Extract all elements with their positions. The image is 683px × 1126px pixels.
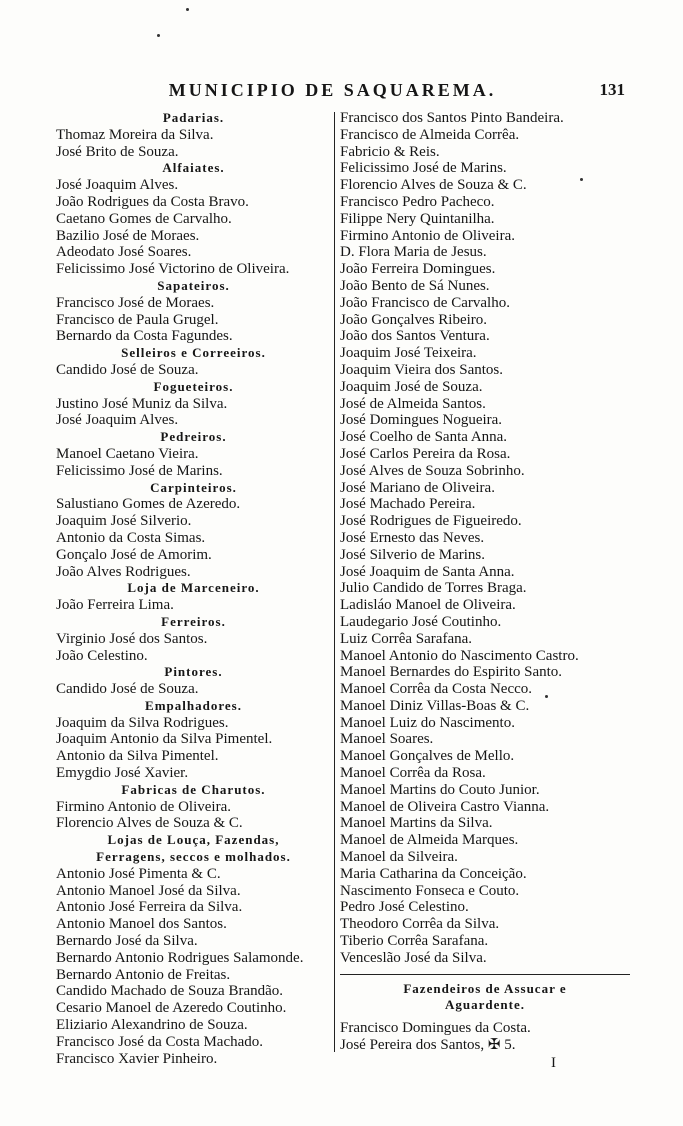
list-entry: Justino José Muniz da Silva. — [56, 395, 228, 412]
page-number: 131 — [599, 80, 625, 99]
list-entry: Antonio da Silva Pimentel. — [56, 748, 219, 765]
list-entry: Nascimento Fonseca e Couto. — [340, 882, 520, 899]
list-entry: João Ferreira Lima. — [56, 597, 174, 614]
list-entry: João Francisco de Carvalho. — [340, 294, 510, 311]
list-entry: Francisco José de Moraes. — [56, 294, 215, 311]
list-entry: Caetano Gomes de Carvalho. — [56, 210, 232, 227]
list-entry: Manoel Corrêa da Costa Necco. — [340, 681, 533, 698]
list-entry: Firmino Antonio de Oliveira. — [340, 227, 515, 244]
list-entry: Manoel Martins da Silva. — [340, 815, 493, 832]
list-entry: José Joaquim de Santa Anna. — [340, 563, 515, 580]
section-heading: Aguardente. — [445, 997, 525, 1013]
list-entry: Antonio José Ferreira da Silva. — [56, 899, 243, 916]
section-heading: Carpinteiros. — [150, 479, 237, 495]
section-heading: Pintores. — [164, 664, 223, 680]
section-heading: Lojas de Louça, Fazendas, — [107, 832, 280, 848]
list-entry: Manoel Luiz do Nascimento. — [340, 714, 515, 731]
print-speck — [186, 8, 189, 11]
list-entry: Fabricio & Reis. — [340, 143, 440, 160]
list-entry: Candido Machado de Souza Brandão. — [56, 983, 284, 1000]
list-entry: José Rodrigues de Figueiredo. — [340, 513, 522, 530]
list-entry: Antonio Manoel dos Santos. — [56, 916, 227, 933]
section-heading: Fazendeiros de Assucar e — [403, 980, 567, 996]
section-heading: Fabricas de Charutos. — [121, 781, 266, 797]
list-entry: Francisco Pedro Pacheco. — [340, 193, 495, 210]
list-entry: João Alves Rodrigues. — [56, 563, 191, 580]
list-entry: Felicissimo José de Marins. — [56, 462, 223, 479]
list-entry: José Machado Pereira. — [340, 496, 476, 513]
list-entry: Manoel Martins do Couto Junior. — [340, 781, 540, 798]
print-speck — [157, 34, 160, 37]
list-entry: Joaquim José de Souza. — [340, 378, 483, 395]
list-entry: José Silverio de Marins. — [340, 546, 485, 563]
list-entry: Theodoro Corrêa da Silva. — [340, 916, 500, 933]
list-entry: Manoel Antonio do Nascimento Castro. — [340, 647, 579, 664]
list-entry: José Carlos Pereira da Rosa. — [340, 445, 511, 462]
list-entry: Joaquim da Silva Rodrigues. — [56, 714, 229, 731]
section-heading: Padarias. — [162, 110, 225, 125]
list-entry: Manoel Caetano Vieira. — [56, 445, 199, 462]
section-heading: Alfaiates. — [162, 160, 225, 176]
list-entry: Maria Catharina da Conceição. — [340, 865, 527, 882]
list-entry: Antonio Manoel José da Silva. — [56, 882, 241, 899]
list-entry: Francisco de Almeida Corrêa. — [340, 126, 520, 143]
list-entry: João Gonçalves Ribeiro. — [340, 311, 488, 328]
section-heading: Loja de Marceneiro. — [127, 580, 260, 596]
list-entry: Manoel de Oliveira Castro Vianna. — [340, 798, 550, 815]
list-entry: Julio Candido de Torres Braga. — [340, 580, 527, 597]
list-entry: Manoel Soares. — [340, 731, 434, 748]
list-entry: Florencio Alves de Souza & C. — [340, 177, 527, 194]
list-entry: Manoel Diniz Villas-Boas & C. — [340, 697, 530, 714]
list-entry: Luiz Corrêa Sarafana. — [340, 630, 473, 647]
list-entry: Manoel da Silveira. — [340, 849, 458, 866]
section-heading: Fogueteiros. — [153, 378, 234, 394]
list-entry: Joaquim José Teixeira. — [340, 345, 477, 362]
section-heading: Empalhadores. — [145, 697, 242, 713]
list-entry: Adeodato José Soares. — [56, 244, 192, 261]
list-entry: Cesario Manoel de Azeredo Coutinho. — [56, 1000, 287, 1017]
print-speck — [545, 695, 548, 698]
list-entry: Antonio da Costa Simas. — [56, 529, 206, 546]
list-entry: Francisco de Paula Grugel. — [56, 311, 219, 328]
signature-mark: I — [551, 1055, 556, 1071]
list-entry: João Ferreira Domingues. — [340, 261, 496, 278]
list-entry: José Coelho de Santa Anna. — [340, 429, 508, 446]
list-entry: Joaquim José Silverio. — [56, 513, 192, 530]
list-entry: José de Almeida Santos. — [340, 395, 486, 412]
list-entry: Felicissimo José de Marins. — [340, 160, 507, 177]
list-entry: Manoel Bernardes do Espirito Santo. — [340, 664, 563, 681]
list-entry: Filippe Nery Quintanilha. — [340, 210, 495, 227]
list-entry: Joaquim Antonio da Silva Pimentel. — [56, 731, 273, 748]
list-entry: Bernardo Antonio de Freitas. — [56, 966, 231, 983]
list-entry: Francisco José da Costa Machado. — [56, 1033, 264, 1050]
list-entry: João Celestino. — [56, 647, 148, 664]
left-column — [56, 110, 331, 1067]
list-entry: Francisco Domingues da Costa. — [340, 1020, 531, 1037]
list-entry: José Domingues Nogueira. — [340, 412, 503, 429]
list-entry: João Rodrigues da Costa Bravo. — [56, 193, 249, 210]
list-entry: D. Flora Maria de Jesus. — [340, 244, 487, 261]
page-header — [40, 80, 625, 104]
list-entry: Bernardo José da Silva. — [56, 933, 198, 950]
list-entry: Virginio José dos Santos. — [56, 630, 208, 647]
list-entry: Tiberio Corrêa Sarafana. — [340, 933, 489, 950]
list-entry: Emygdio José Xavier. — [56, 765, 189, 782]
list-entry: Manoel Gonçalves de Mello. — [340, 748, 515, 765]
list-entry: João dos Santos Ventura. — [340, 328, 490, 345]
section-heading: Selleiros e Correeiros. — [121, 345, 266, 361]
list-entry: Salustiano Gomes de Azeredo. — [56, 496, 241, 513]
page-title: MUNICIPIO DE SAQUAREMA. — [168, 80, 497, 100]
list-entry: Francisco dos Santos Pinto Bandeira. — [340, 110, 564, 126]
list-entry: Venceslão José da Silva. — [340, 949, 487, 966]
list-entry: José Joaquim Alves. — [56, 412, 179, 429]
list-entry: José Brito de Souza. — [56, 143, 179, 160]
print-speck — [580, 178, 583, 181]
section-heading: Ferreiros. — [161, 613, 226, 629]
list-entry: Florencio Alves de Souza & C. — [56, 815, 243, 832]
list-entry: José Mariano de Oliveira. — [340, 479, 495, 496]
list-entry: Manoel Corrêa da Rosa. — [340, 765, 486, 782]
right-column — [340, 110, 630, 1054]
list-entry: Candido José de Souza. — [56, 681, 199, 698]
list-entry: Firmino Antonio de Oliveira. — [56, 798, 231, 815]
list-entry: Francisco Xavier Pinheiro. — [56, 1050, 218, 1067]
section-heading: Sapateiros. — [157, 277, 230, 293]
list-entry: Antonio José Pimenta & C. — [56, 865, 221, 882]
list-entry: José Pereira dos Santos, ✠ 5. — [340, 1037, 516, 1054]
list-entry: José Ernesto das Neves. — [340, 529, 485, 546]
list-entry: Thomaz Moreira da Silva. — [56, 126, 214, 143]
column-divider — [334, 112, 335, 1052]
list-entry: Joaquim Vieira dos Santos. — [340, 361, 503, 378]
section-rule — [340, 974, 630, 975]
list-entry: João Bento de Sá Nunes. — [340, 277, 490, 294]
list-entry: Eliziario Alexandrino de Souza. — [56, 1017, 248, 1034]
list-entry: José Alves de Souza Sobrinho. — [340, 462, 525, 479]
list-entry: Bernardo Antonio Rodrigues Salamonde. — [56, 949, 304, 966]
list-entry: Manoel de Almeida Marques. — [340, 832, 519, 849]
section-heading: Pedreiros. — [160, 429, 227, 445]
list-entry: José Joaquim Alves. — [56, 177, 179, 194]
list-entry: Candido José de Souza. — [56, 361, 199, 378]
list-entry: Laudegario José Coutinho. — [340, 613, 502, 630]
list-entry: Gonçalo José de Amorim. — [56, 546, 212, 563]
section-heading: Ferragens, seccos e molhados. — [96, 849, 291, 865]
list-entry: Ladisláo Manoel de Oliveira. — [340, 597, 516, 614]
list-entry: Pedro José Celestino. — [340, 899, 469, 916]
list-entry: Bernardo da Costa Fagundes. — [56, 328, 233, 345]
list-entry: Bazilio José de Moraes. — [56, 227, 200, 244]
list-entry: Felicissimo José Victorino de Oliveira. — [56, 261, 290, 278]
